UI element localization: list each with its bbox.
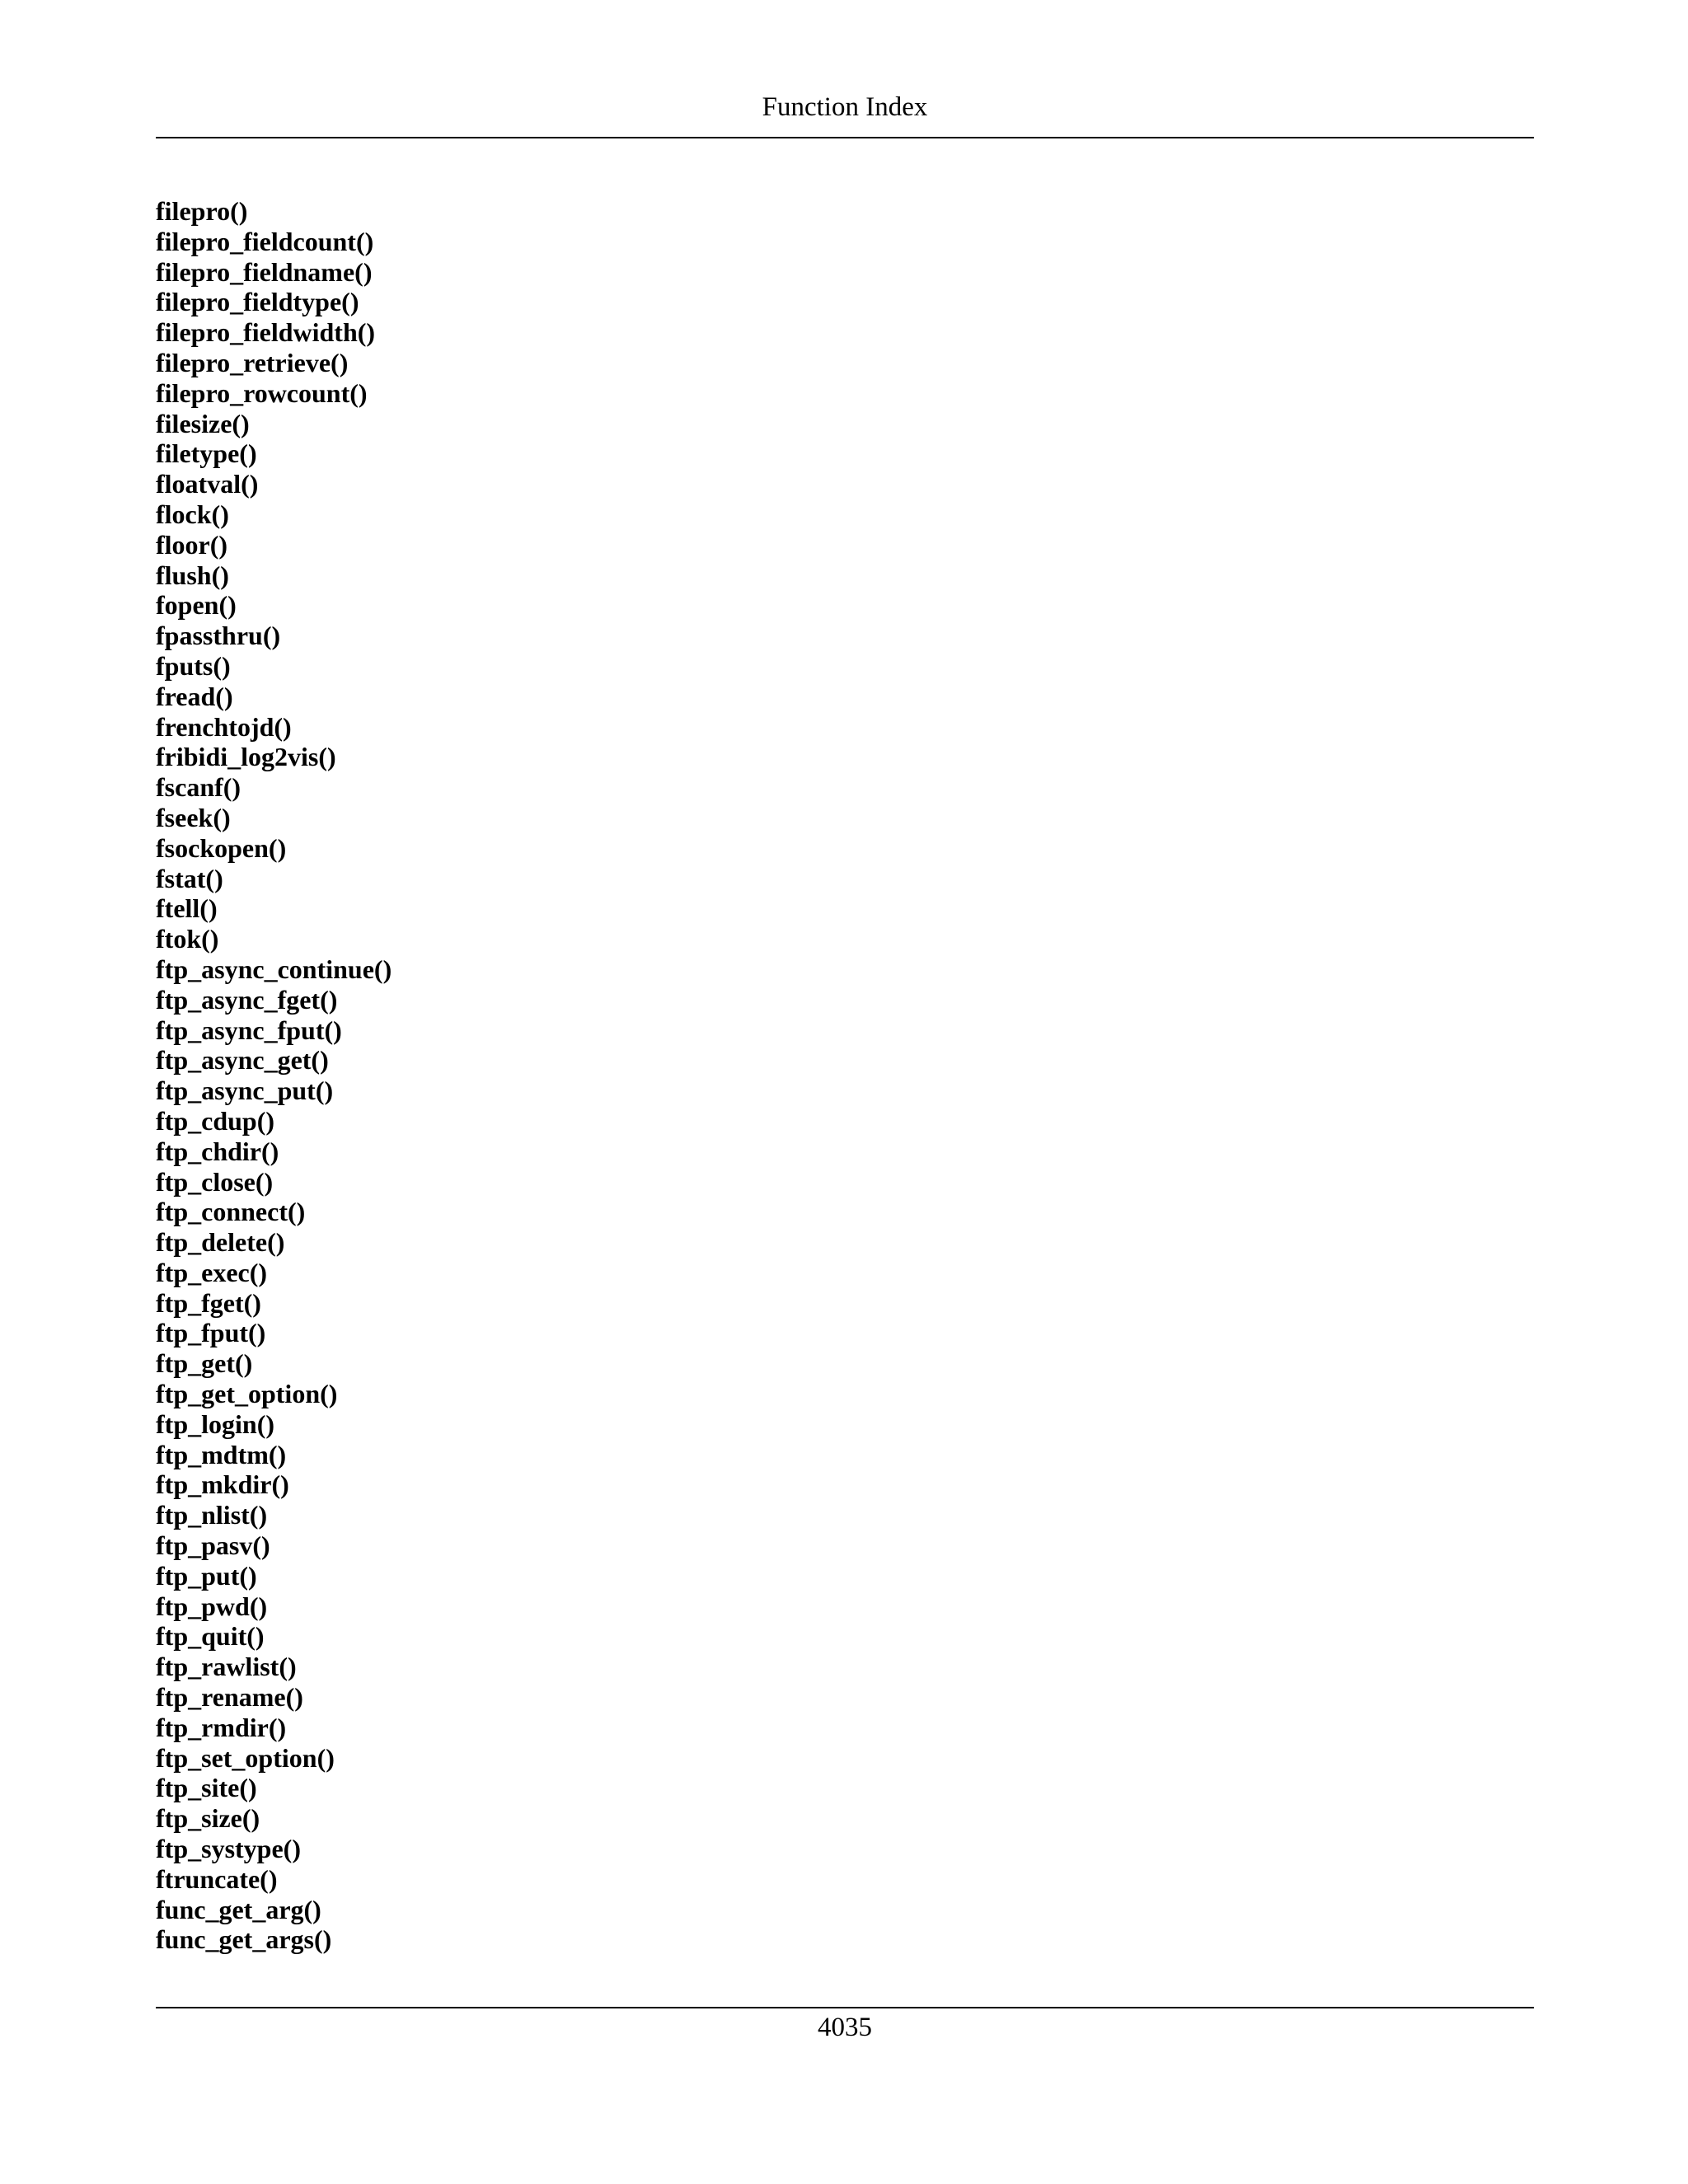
index-entry: ftp_quit() [156, 1621, 265, 1652]
index-entry: ftp_rmdir() [156, 1712, 287, 1742]
index-entry: ftp_async_put() [156, 1076, 334, 1106]
index-entry: ftp_size() [156, 1803, 260, 1834]
page-number: 4035 [818, 2013, 872, 2042]
index-entry: filepro_fieldname() [156, 256, 373, 287]
index-entry: fseek() [156, 802, 231, 832]
index-entry: ftp_async_fput() [156, 1015, 342, 1045]
index-entry: fpassthru() [156, 621, 281, 651]
index-entry: filepro() [156, 196, 248, 226]
index-entry: ftp_nlist() [156, 1500, 268, 1530]
index-entry: ftp_mkdir() [156, 1469, 289, 1500]
index-entry: filepro_retrieve() [156, 347, 349, 377]
index-entry: ftp_get() [156, 1348, 253, 1379]
page-header-title: Function Index [762, 92, 928, 122]
footer-divider [156, 2007, 1534, 2008]
index-entry: filetype() [156, 438, 257, 469]
index-entry: filepro_fieldtype() [156, 287, 359, 317]
index-entry: ftp_async_fget() [156, 984, 338, 1015]
index-entry: ftp_async_continue() [156, 954, 392, 984]
index-entry: ftp_exec() [156, 1257, 268, 1287]
index-entry: fribidi_log2vis() [156, 742, 336, 772]
index-entry: fputs() [156, 650, 231, 681]
index-entry: floor() [156, 529, 228, 560]
index-entry: ftp_set_option() [156, 1742, 335, 1773]
index-entry: ftp_systype() [156, 1834, 301, 1864]
index-entry: fsockopen() [156, 832, 287, 863]
index-entry: ftp_rawlist() [156, 1652, 297, 1682]
index-entry: fread() [156, 681, 233, 711]
index-entry: filepro_fieldwidth() [156, 317, 376, 348]
index-entry: ftp_async_get() [156, 1045, 329, 1076]
index-entry: filepro_rowcount() [156, 377, 368, 408]
index-entry: ftp_pasv() [156, 1530, 270, 1561]
index-entry: ftp_rename() [156, 1682, 303, 1713]
index-entry: ftruncate() [156, 1863, 278, 1894]
index-entry: ftp_fput() [156, 1318, 266, 1348]
index-entry: ftp_chdir() [156, 1136, 279, 1166]
function-index-list [156, 196, 392, 1955]
index-entry: func_get_args() [156, 1924, 332, 1955]
index-entry: ftp_put() [156, 1560, 257, 1591]
index-entry: filepro_fieldcount() [156, 226, 374, 256]
index-entry: flock() [156, 499, 229, 529]
index-entry: floatval() [156, 469, 259, 499]
index-entry: ftp_login() [156, 1408, 274, 1439]
index-entry: ftp_connect() [156, 1197, 306, 1227]
index-entry: ftp_fget() [156, 1287, 261, 1318]
index-entry: ftp_close() [156, 1166, 274, 1197]
index-entry: fstat() [156, 863, 223, 893]
index-entry: func_get_arg() [156, 1894, 321, 1924]
index-entry: ftok() [156, 924, 219, 954]
index-entry: frenchtojd() [156, 711, 292, 742]
index-entry: fscanf() [156, 772, 241, 803]
index-entry: filesize() [156, 408, 250, 438]
index-entry: ftp_pwd() [156, 1591, 268, 1621]
index-entry: flush() [156, 560, 229, 590]
index-entry: ftp_site() [156, 1773, 257, 1803]
header-divider [156, 137, 1534, 138]
index-entry: ftp_cdup() [156, 1105, 275, 1136]
index-entry: ftp_mdtm() [156, 1439, 287, 1469]
index-entry: ftp_get_option() [156, 1379, 338, 1409]
index-entry: fopen() [156, 590, 237, 621]
index-entry: ftell() [156, 893, 218, 924]
index-entry: ftp_delete() [156, 1227, 285, 1258]
